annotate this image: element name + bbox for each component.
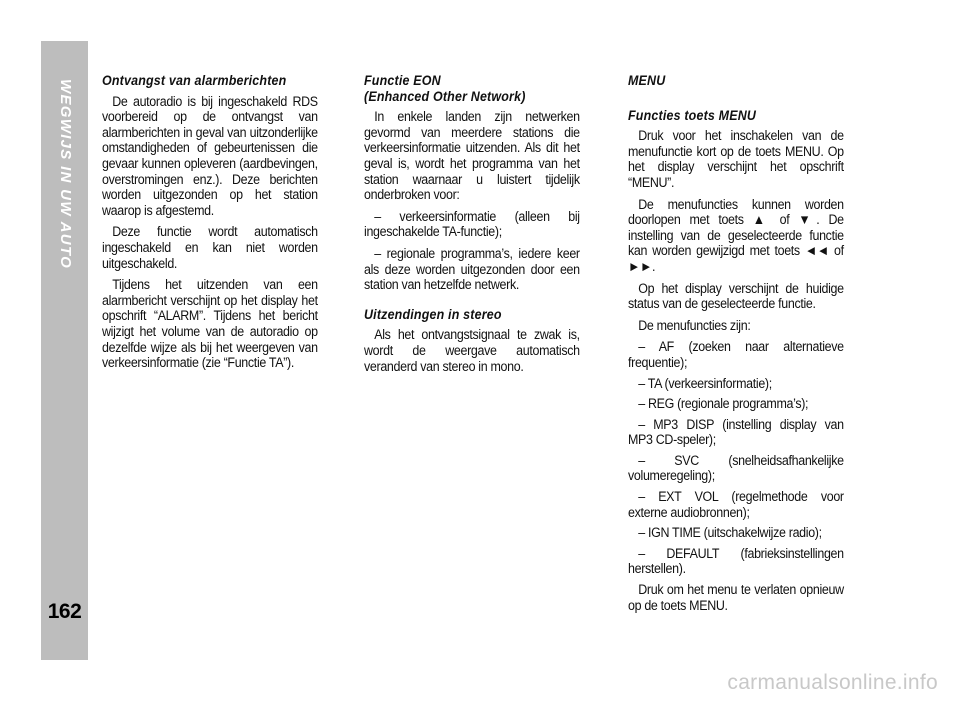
sidebar <box>41 41 88 660</box>
watermark: carmanualsonline.info <box>727 671 938 694</box>
column-menu <box>628 73 844 619</box>
heading-line: (Enhanced Other Network) <box>364 88 526 104</box>
paragraph: Tijdens het uitzenden van een alarmbericht verschijnt op het display het opschrift “ALARM”. Tijdens het bericht wijzigt het volume van de autoradio op dezelfde wijze als bij het weergeven van verkeersinformatie (zie “Functie TA”). <box>102 277 318 371</box>
heading-eon <box>364 73 580 104</box>
paragraph: De menufuncties kunnen worden doorlopen met toets ▲ of ▼. De instelling van de geselecteerde functie kan worden gewijzigd met toets ◄◄ of ►►. <box>628 196 844 274</box>
heading-menu-functions: Functies toets MENU <box>628 107 757 123</box>
list-item: – REG (regionale programma’s); <box>638 396 809 412</box>
paragraph: – verkeersinformatie (alleen bij ingeschakelde TA-functie); <box>364 208 580 240</box>
paragraph: In enkele landen zijn netwerken gevormd van meerdere stations die verkeersinformatie uitzenden. Als dit het geval is, wordt het programma van het station waarnaar u luistert tijdelijk onderbroken voor: <box>364 109 580 203</box>
page-number: 162 <box>47 600 82 623</box>
column-alarm <box>102 73 318 377</box>
paragraph: De autoradio is bij ingeschakeld RDS voorbereid op de ontvangst van alarmberichten in geval van uitzonderlijke omstandigheden of gebeurtenissen die gevaar kunnen opleveren (aardbevingen, overstromingen enz.). Deze berichten worden uitgezonden op het station waarop is afgestemd. <box>102 93 318 218</box>
heading-alarm: Ontvangst van alarmberichten <box>102 73 287 88</box>
column-eon <box>364 73 580 380</box>
paragraph: Op het display verschijnt de huidige status van de geselecteerde functie. <box>628 280 844 312</box>
heading-line: Functie EON <box>364 73 441 88</box>
paragraph: Druk om het menu te verlaten opnieuw op de toets MENU. <box>628 582 844 613</box>
sidebar-title <box>41 79 88 439</box>
list-item: – AF (zoeken naar alternatieve frequentie); <box>628 339 844 370</box>
paragraph: De menufuncties zijn: <box>638 317 751 333</box>
paragraph: Druk voor het inschakelen van de menufunctie kort op de toets MENU. Op het display verschijnt het opschrift “MENU”. <box>628 128 844 190</box>
heading-stereo: Uitzendingen in stereo <box>364 306 502 322</box>
list-item: – TA (verkeersinformatie); <box>638 375 772 391</box>
paragraph: Als het ontvangstsignaal te zwak is, wordt de weergave automatisch veranderd van stereo in mono. <box>364 327 580 374</box>
list-item: – MP3 DISP (instelling display van MP3 CD-speler); <box>628 416 844 448</box>
paragraph: Deze functie wordt automatisch ingeschakeld en kan niet worden uitgeschakeld. <box>102 224 318 271</box>
list-item: – EXT VOL (regelmethode voor externe audiobronnen); <box>628 489 844 520</box>
section-title: WEGWIJS IN UW AUTO <box>56 79 74 270</box>
heading-menu: MENU <box>628 73 666 88</box>
list-item: – SVC (snelheidsafhankelijke volumeregeling); <box>628 452 844 484</box>
list-item: – IGN TIME (uitschakelwijze radio); <box>638 525 822 541</box>
paragraph: – regionale programma’s, iedere keer als deze worden uitgezonden door een station van hetzelfde netwerk. <box>364 245 580 293</box>
list-item: – DEFAULT (fabrieksinstellingen herstellen). <box>628 545 844 577</box>
